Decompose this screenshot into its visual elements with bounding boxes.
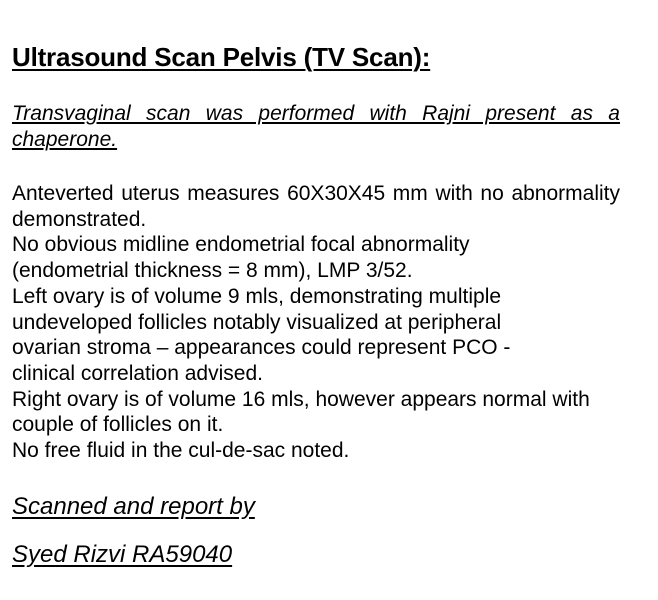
- report-document: [12, 40, 620, 570]
- finding-left-ovary: Left ovary is of volume 9 mls, demonstrating multiple undeveloped follicles notably visualized at peripheral ovarian stroma – appearances could represent PCO - clinical correlation advised.: [12, 284, 511, 385]
- signoff-label: Scanned and report by: [12, 492, 255, 520]
- finding-endometrium: No obvious midline endometrial focal abnormality (endometrial thickness = 8 mm), LMP 3/52.: [12, 233, 470, 283]
- finding-uterus: Anteverted uterus measures 60X30X45 mm with no abnormality demonstrated.: [12, 182, 620, 231]
- finding-free-fluid: No free fluid in the cul-de-sac noted.: [12, 439, 350, 463]
- findings-section: [12, 181, 620, 464]
- signer-name: Syed Rizvi RA59040: [12, 540, 233, 568]
- finding-right-ovary: Right ovary is of volume 16 mls, however appears normal with couple of follicles on it.: [12, 387, 590, 437]
- chaperone-statement: Transvaginal scan was performed with Rajni present as a chaperone.: [12, 102, 620, 151]
- report-title: Ultrasound Scan Pelvis (TV Scan):: [12, 42, 431, 72]
